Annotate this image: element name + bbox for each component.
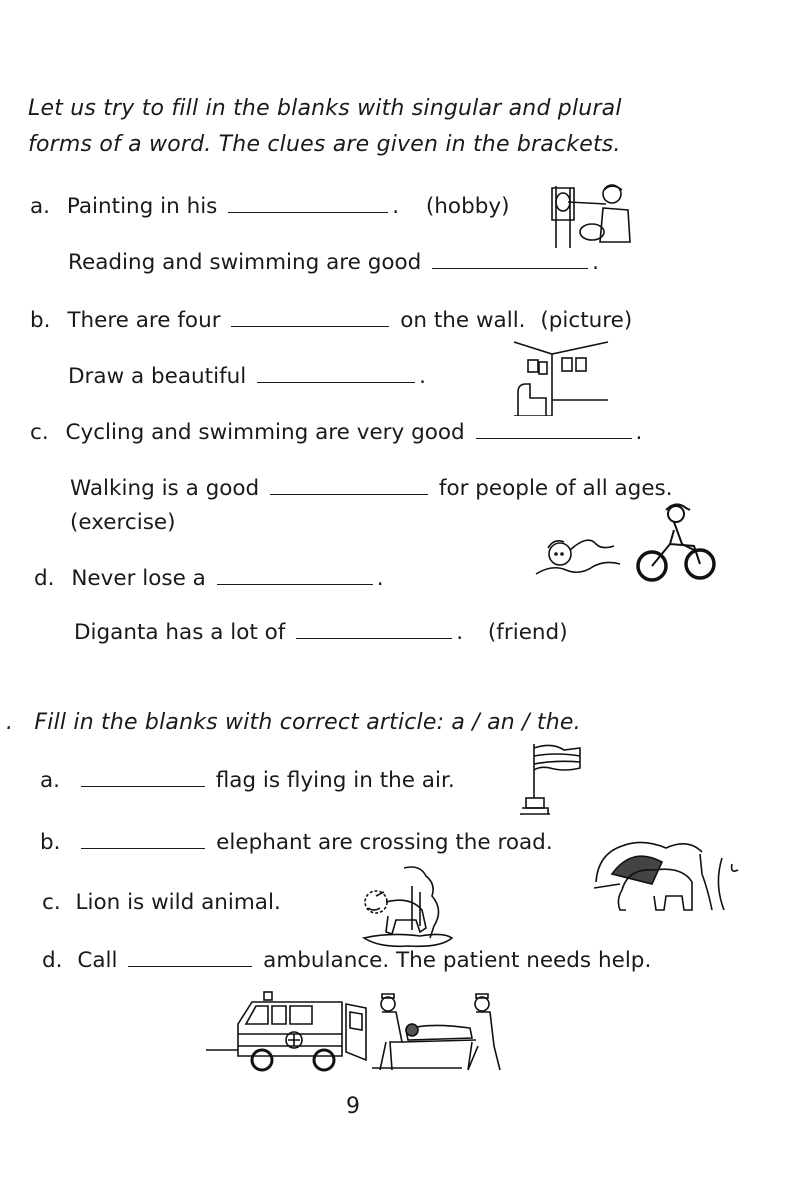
- elephant-illustration: [592, 834, 742, 914]
- section1-instruction-line1: Let us try to fill in the blanks with singular and plural: [28, 96, 622, 121]
- exercise-item-b: [30, 308, 632, 333]
- answer-blank[interactable]: [128, 966, 252, 967]
- sentence-text: .: [419, 364, 426, 389]
- clue-text: (friend): [487, 620, 568, 645]
- swimmer-illustration: [532, 530, 624, 582]
- article-item-b: [40, 830, 553, 855]
- exercise-item-d-sentence2: [74, 620, 568, 645]
- section-number: .: [6, 710, 14, 735]
- sentence-text: Cycling and swimming are very good: [65, 420, 465, 445]
- sentence-text: ambulance. The patient needs help.: [263, 948, 652, 973]
- exercise-item-a-sentence2: [68, 250, 599, 275]
- lion-illustration: [360, 866, 456, 950]
- clue-text: (picture): [540, 308, 633, 333]
- exercise-item-c: [30, 420, 642, 445]
- section2-instruction: [6, 710, 581, 735]
- answer-blank[interactable]: [432, 268, 588, 269]
- sentence-text: Painting in his: [66, 194, 218, 219]
- sentence-text: .: [376, 566, 384, 591]
- room-pictures-illustration: [512, 340, 612, 416]
- item-label: d.: [34, 566, 55, 591]
- sentence-text: Diganta has a lot of: [74, 620, 286, 645]
- article-item-c: [42, 890, 281, 915]
- cyclist-illustration: [634, 500, 718, 584]
- answer-blank[interactable]: [231, 326, 389, 327]
- article-item-a: [40, 768, 455, 793]
- sentence-text: for people of all ages.: [438, 476, 673, 501]
- sentence-text: Never lose a: [71, 566, 206, 591]
- sentence-text: There are four: [67, 308, 221, 333]
- sentence-text: Draw a beautiful: [68, 364, 247, 389]
- answer-blank[interactable]: [476, 438, 632, 439]
- item-label: b.: [40, 830, 61, 855]
- item-label: b.: [30, 308, 51, 333]
- sentence-text: Lion is wild animal.: [75, 890, 281, 915]
- sentence-text: Call: [77, 948, 118, 973]
- section1-instruction-line2: forms of a word. The clues are given in the brackets.: [28, 132, 621, 157]
- answer-blank[interactable]: [270, 494, 428, 495]
- sentence-text: elephant are crossing the road.: [216, 830, 553, 855]
- answer-blank[interactable]: [81, 848, 205, 849]
- exercise-item-d: [34, 566, 384, 591]
- answer-blank[interactable]: [296, 638, 452, 639]
- item-label: c.: [42, 890, 61, 915]
- item-label: a.: [40, 768, 61, 793]
- sentence-text: .: [635, 420, 643, 445]
- exercise-item-a: [30, 194, 510, 219]
- clue-text: (hobby): [425, 194, 510, 219]
- sentence-text: flag is flying in the air.: [215, 768, 455, 793]
- item-label: a.: [30, 194, 51, 219]
- painter-illustration: [548, 180, 638, 250]
- answer-blank[interactable]: [228, 212, 388, 213]
- answer-blank[interactable]: [81, 786, 205, 787]
- exercise-item-c-sentence2: [70, 476, 673, 501]
- ambulance-illustration: [206, 990, 506, 1076]
- answer-blank[interactable]: [257, 382, 415, 383]
- sentence-text: .: [592, 250, 600, 275]
- sentence-text: Reading and swimming are good: [68, 250, 422, 275]
- exercise-item-b-sentence2: [68, 364, 426, 389]
- item-label: d.: [42, 948, 63, 973]
- answer-blank[interactable]: [217, 584, 373, 585]
- article-item-d: [42, 948, 651, 973]
- page-number: 9: [346, 1094, 360, 1119]
- sentence-text: .: [392, 194, 400, 219]
- item-label: c.: [30, 420, 49, 445]
- sentence-text: on the wall.: [400, 308, 526, 333]
- instruction-text: Fill in the blanks with correct article: a / an / the.: [34, 710, 581, 735]
- flag-illustration: [520, 742, 588, 816]
- sentence-text: .: [456, 620, 464, 645]
- sentence-text: Walking is a good: [70, 476, 260, 501]
- clue-text: (exercise): [70, 510, 176, 535]
